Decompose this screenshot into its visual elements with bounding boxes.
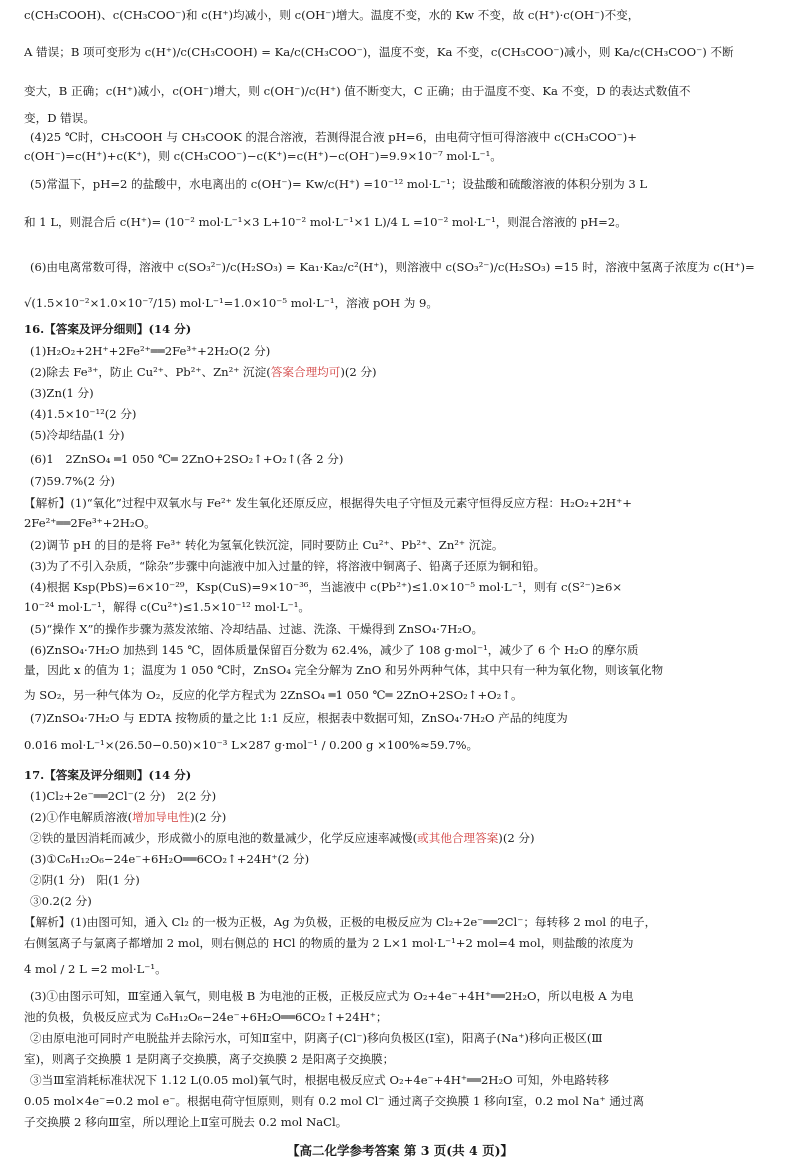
text-line: ③当Ⅲ室消耗标准状况下 1.12 L(0.05 mol)氧气时，根据电极反应式 O₂+4e⁻+4H⁺══2H₂O 可知，外电路转移 bbox=[30, 1073, 610, 1087]
text-line: 量，因此 x 的值为 1；温度为 1 050 ℃时，ZnSO₄ 完全分解为 ZnO 和另外两种气体，其中只有一种为氧化物，则该氧化物 bbox=[24, 663, 664, 677]
text-line: (3)①由图示可知，Ⅲ室通入氧气，则电极 B 为电池的正极，正极反应式为 O₂+4e⁻+4H⁺══2H₂O，所以电极 A 为电 bbox=[30, 989, 634, 1003]
text-line: (3)Zn(1 分) bbox=[30, 386, 94, 400]
text-line: 【解析】(1)“氧化”过程中双氧水与 Fe²⁺ 发生氧化还原反应，根据得失电子守恒及元素守恒得反应方程：H₂O₂+2H⁺+ bbox=[24, 496, 632, 510]
text-line: ②阴(1 分) 阳(1 分) bbox=[30, 873, 140, 887]
text-line: 变，D 错误。 bbox=[24, 111, 95, 125]
text-line: c(CH₃COOH)、c(CH₃COO⁻)和 c(H⁺)均减小，则 c(OH⁻)增大。温度不变，水的 Kw 不变，故 c(H⁺)·c(OH⁻)不变， bbox=[24, 8, 640, 22]
text-line: 【解析】(1)由图可知，通入 Cl₂ 的一极为正极，Ag 为负极，正极的电极反应为 Cl₂+2e⁻══2Cl⁻；每转移 2 mol 的电子， bbox=[24, 915, 657, 929]
text-line: √(1.5×10⁻²×1.0×10⁻⁷/15) mol·L⁻¹=1.0×10⁻⁵ mol·L⁻¹，溶液 pOH 为 9。 bbox=[24, 296, 439, 310]
text-line: (6)由电离常数可得，溶液中 c(SO₃²⁻)/c(H₂SO₃) = Ka₁·Ka₂/c²(H⁺)，则溶液中 c(SO₃²⁻)/c(H₂SO₃) =15 时，溶液中氢离子浓度为 c(H⁺)= bbox=[30, 260, 755, 274]
text-line: 和 1 L，则混合后 c(H⁺)= (10⁻² mol·L⁻¹×3 L+10⁻² mol·L⁻¹×1 L)/4 L =10⁻² mol·L⁻¹，则混合溶液的 pH=2。 bbox=[24, 215, 627, 229]
text-line: 2Fe²⁺══2Fe³⁺+2H₂O。 bbox=[24, 516, 156, 530]
text-line: (1)Cl₂+2e⁻══2Cl⁻(2 分) 2(2 分) bbox=[30, 789, 217, 803]
text-line: (6)1 2ZnSO₄ ═1 050 ℃═ 2ZnO+2SO₂↑+O₂↑(各 2 分) bbox=[30, 452, 344, 466]
highlight-note: 答案合理均可 bbox=[270, 365, 341, 379]
text-line: (5)冷却结晶(1 分) bbox=[30, 428, 125, 442]
text-line: (3)①C₆H₁₂O₆−24e⁻+6H₂O══6CO₂↑+24H⁺(2 分) bbox=[30, 852, 310, 866]
text-line: (3)为了不引入杂质，“除杂”步骤中向滤液中加入过量的锌，将溶液中铜离子、铅离子还原为铜和铅。 bbox=[30, 559, 546, 573]
page-footer: 【高二化学参考答案 第 3 页(共 4 页)】 bbox=[287, 1143, 513, 1158]
section-heading: 16.【答案及评分细则】(14 分) bbox=[24, 322, 192, 336]
text-line: (6)ZnSO₄·7H₂O 加热到 145 ℃，固体质量保留百分数为 62.4%，减少了 108 g·mol⁻¹，减少了 6 个 H₂O 的摩尔质 bbox=[30, 643, 639, 657]
text-line: 子交换膜 2 移向Ⅲ室，所以理论上Ⅱ室可脱去 0.2 mol NaCl。 bbox=[24, 1115, 348, 1129]
text-line: 0.016 mol·L⁻¹×(26.50−0.50)×10⁻³ L×287 g·mol⁻¹ / 0.200 g ×100%≈59.7%。 bbox=[24, 738, 479, 752]
text-line: (7)ZnSO₄·7H₂O 与 EDTA 按物质的量之比 1:1 反应，根据表中数据可知，ZnSO₄·7H₂O 产品的纯度为 bbox=[30, 711, 568, 725]
highlight-note: 或其他合理答案 bbox=[417, 831, 499, 845]
text-line: (2)除去 Fe³⁺，防止 Cu²⁺、Pb²⁺、Zn²⁺ 沉淀(答案合理均可)(2 分) bbox=[30, 365, 377, 379]
text-line: ②铁的量因消耗而减少，形成微小的原电池的数量减少，化学反应速率减慢(或其他合理答案)(2 分) bbox=[30, 831, 535, 845]
highlight-note: 增加导电性 bbox=[132, 810, 191, 824]
text-line: 室)，则离子交换膜 1 是阴离子交换膜，离子交换膜 2 是阳离子交换膜； bbox=[24, 1052, 395, 1066]
text-line: 变大，B 正确；c(H⁺)减小，c(OH⁻)增大，则 c(OH⁻)/c(H⁺) 值不断变大，C 正确；由于温度不变、Ka 不变，D 的表达式数值不 bbox=[24, 84, 691, 98]
section-heading: 17.【答案及评分细则】(14 分) bbox=[24, 768, 192, 782]
text-line: c(OH⁻)=c(H⁺)+c(K⁺)，则 c(CH₃COO⁻)−c(K⁺)=c(H⁺)−c(OH⁻)=9.9×10⁻⁷ mol·L⁻¹。 bbox=[24, 149, 502, 163]
text-line: ③0.2(2 分) bbox=[30, 894, 92, 908]
text-line: ②由原电池可同时产电脱盐并去除污水，可知Ⅱ室中，阴离子(Cl⁻)移向负极区(Ⅰ室)，阳离子(Na⁺)移向正极区(Ⅲ bbox=[30, 1031, 603, 1045]
text-line: (2)①作电解质溶液(增加导电性)(2 分) bbox=[30, 810, 227, 824]
text-line: 10⁻²⁴ mol·L⁻¹，解得 c(Cu²⁺)≤1.5×10⁻¹² mol·L⁻¹。 bbox=[24, 600, 310, 614]
text-line: (4)1.5×10⁻¹²(2 分) bbox=[30, 407, 137, 421]
text-line: (2)调节 pH 的目的是将 Fe³⁺ 转化为氢氧化铁沉淀，同时要防止 Cu²⁺、Pb²⁺、Zn²⁺ 沉淀。 bbox=[30, 538, 504, 552]
text-line: (5)“操作 X”的操作步骤为蒸发浓缩、冷却结晶、过滤、洗涤、干燥得到 ZnSO₄·7H₂O。 bbox=[30, 622, 484, 636]
text-line: 为 SO₂，另一种气体为 O₂，反应的化学方程式为 2ZnSO₄ ═1 050 ℃═ 2ZnO+2SO₂↑+O₂↑。 bbox=[24, 688, 523, 702]
text-line: (4)25 ℃时，CH₃COOH 与 CH₃COOK 的混合溶液，若测得混合液 pH=6，由电荷守恒可得溶液中 c(CH₃COO⁻)+ bbox=[30, 130, 637, 144]
text-line: 4 mol / 2 L =2 mol·L⁻¹。 bbox=[24, 962, 167, 976]
text-line: A 错误；B 项可变形为 c(H⁺)/c(CH₃COOH) = Ka/c(CH₃COO⁻)，温度不变，Ka 不变，c(CH₃COO⁻)减小，则 Ka/c(CH₃COO⁻) 不断 bbox=[24, 45, 734, 59]
text-line: (4)根据 Ksp(PbS)=6×10⁻²⁹，Ksp(CuS)=9×10⁻³⁶，当滤液中 c(Pb²⁺)≤1.0×10⁻⁵ mol·L⁻¹，则有 c(S²⁻)≥6× bbox=[30, 580, 623, 594]
text-line: 右侧氢离子与氯离子都增加 2 mol，则右侧总的 HCl 的物质的量为 2 L×1 mol·L⁻¹+2 mol=4 mol，则盐酸的浓度为 bbox=[24, 936, 634, 950]
text-line: 0.05 mol×4e⁻=0.2 mol e⁻。根据电荷守恒原则，则有 0.2 mol Cl⁻ 通过离子交换膜 1 移向Ⅰ室，0.2 mol Na⁺ 通过离 bbox=[24, 1094, 645, 1108]
text-line: (1)H₂O₂+2H⁺+2Fe²⁺══2Fe³⁺+2H₂O(2 分) bbox=[30, 344, 271, 358]
text-line: (7)59.7%(2 分) bbox=[30, 474, 115, 488]
text-line: (5)常温下，pH=2 的盐酸中，水电离出的 c(OH⁻)= Kw/c(H⁺) =10⁻¹² mol·L⁻¹；设盐酸和硫酸溶液的体积分别为 3 L bbox=[30, 177, 648, 191]
text-line: 池的负极，负极反应式为 C₆H₁₂O₆−24e⁻+6H₂O══6CO₂↑+24H⁺； bbox=[24, 1010, 388, 1024]
